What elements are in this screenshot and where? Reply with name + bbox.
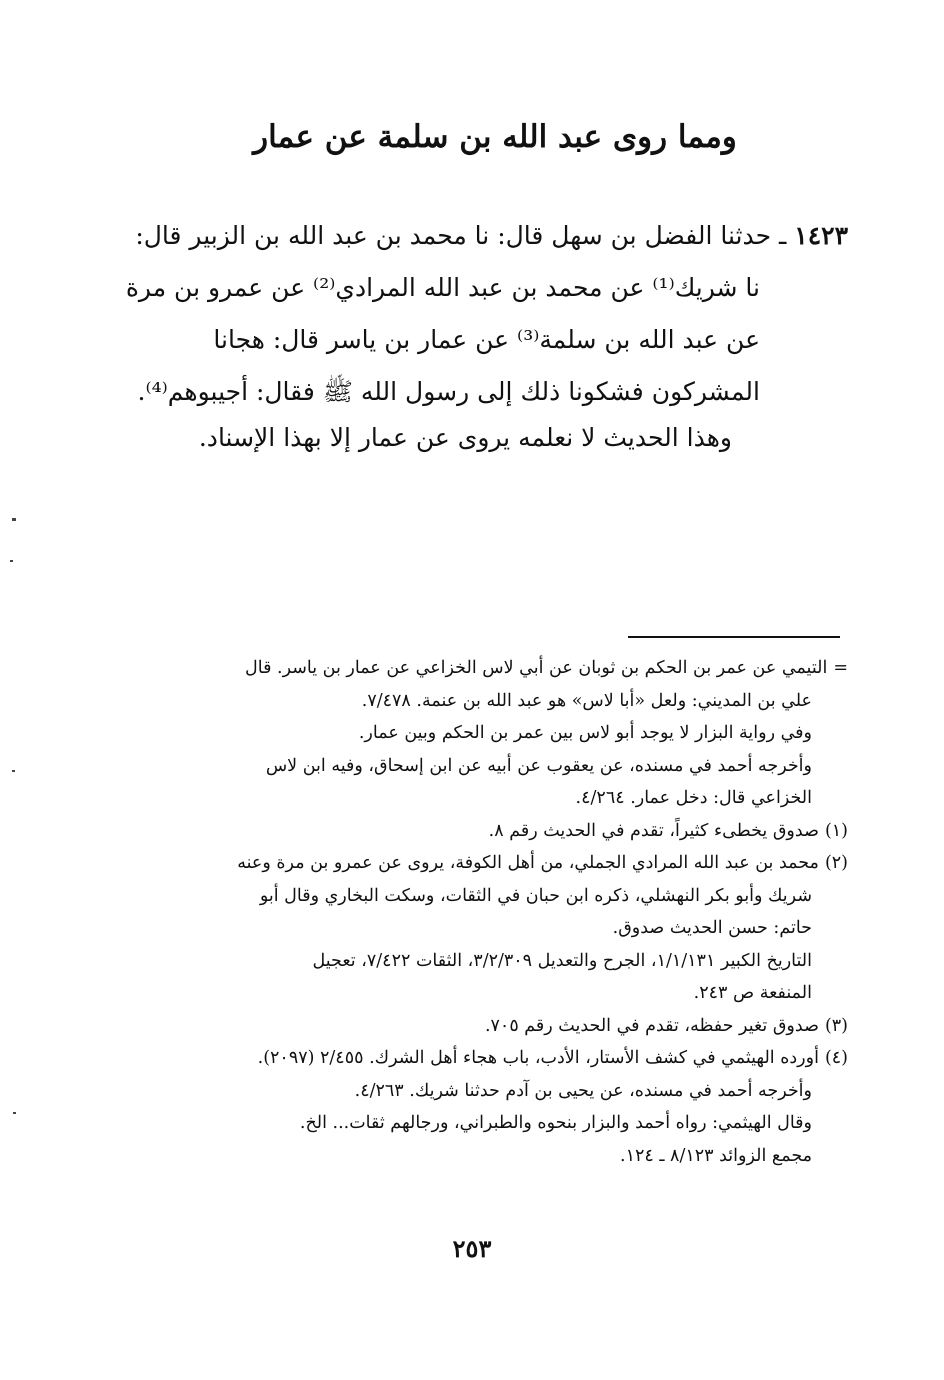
footnote-line: شريك وأبو بكر النهشلي، ذكره ابن حبان في الثقات، وسكت البخاري وقال أبو (259, 885, 812, 906)
page-number: ٢٥٣ (452, 1234, 492, 1263)
footnote-line: وأخرجه أحمد في مسنده، عن يعقوب عن أبيه عن ابن إسحاق، وفيه ابن لاس (265, 755, 812, 776)
footnotes (140, 652, 848, 1172)
footnote-line (140, 652, 848, 685)
footnote-line (140, 815, 848, 848)
footnote-line: مجمع الزوائد ٨/١٢٣ ـ ١٢٤. (620, 1145, 812, 1166)
footnote-text: التيمي عن عمر بن الحكم بن ثوبان عن أبي لاس الخزاعي عن عمار بن ياسر. قال (245, 658, 828, 678)
hadith-line-1-text: ـ حدثنا الفضل بن سهل قال: نا محمد بن عبد الله بن الزبير قال: (135, 221, 787, 250)
footnote-marker: (٣) (824, 1015, 848, 1036)
footnote-line: وفي رواية البزار لا يوجد أبو لاس بين عمر بن الحكم وبين عمار. (358, 723, 812, 743)
hadith-text (125, 210, 848, 418)
footnote-marker: (٢) (824, 853, 848, 873)
footnote-text: أورده الهيثمي في كشف الأستار، الأدب، باب هجاء أهل الشرك. ٢/٤٥٥ (٢٠٩٧). (257, 1048, 819, 1068)
chapter-heading: ومما روى عبد الله بن سلمة عن عمار (253, 119, 737, 155)
footnote-separator (628, 636, 840, 638)
footnote-line: التاريخ الكبير ١/١/١٣١، الجرح والتعديل ٣/٢/٣٠٩، الثقات ٧/٤٢٢، تعجيل (312, 950, 812, 971)
footnote-marker: (١) (824, 820, 848, 841)
hadith-line-3: عن عبد الله بن سلمة⁽³⁾ عن عمار بن ياسر قال: هجانا (213, 325, 760, 354)
hadith-line-2: نا شريك⁽¹⁾ عن محمد بن عبد الله المرادي⁽²⁾ عن عمرو بن مرة (125, 273, 760, 302)
footnote-text: صدوق يخطىء كثيراً، تقدم في الحديث رقم ٨. (488, 820, 819, 841)
scan-speck (12, 770, 15, 772)
footnote-4 (140, 1042, 848, 1172)
footnote-line (140, 1010, 848, 1043)
footnote-1 (140, 815, 848, 848)
hadith-number: ١٤٢٣ (794, 221, 848, 250)
scan-speck (10, 560, 13, 562)
footnote-text: محمد بن عبد الله المرادي الجملي، من أهل الكوفة، يروى عن عمرو بن مرة وعنه (237, 853, 819, 873)
footnote-3 (140, 1010, 848, 1043)
footnote-line (140, 1042, 848, 1075)
footnote-line: الخزاعي قال: دخل عمار. ٤/٢٦٤. (575, 788, 812, 808)
footnote-text: صدوق تغير حفظه، تقدم في الحديث رقم ٧٠٥. (484, 1015, 819, 1036)
footnote-line: المنفعة ص ٢٤٣. (693, 983, 812, 1003)
footnote-2 (140, 847, 848, 1010)
hadith-line-4: المشركون فشكونا ذلك إلى رسول الله ﷺ فقال: أجيبوهم⁽⁴⁾. (137, 377, 760, 406)
footnote-line: علي بن المديني: ولعل «أبا لاس» هو عبد الله بن عنمة. ٧/٤٧٨. (361, 690, 812, 711)
continuation-marker: = (833, 658, 848, 678)
footnote-line: حاتم: حسن الحديث صدوق. (612, 918, 812, 938)
footnote-line: وقال الهيثمي: رواه أحمد والبزار بنحوه والطبراني، ورجالهم ثقات... الخ. (299, 1113, 812, 1133)
scan-speck (12, 518, 16, 521)
footnote-marker: (٤) (824, 1048, 848, 1068)
footnote-continuation (140, 652, 848, 815)
hadith-line-1 (135, 210, 848, 262)
footnote-line (140, 847, 848, 880)
scan-speck (13, 1112, 16, 1114)
footnote-line: وأخرجه أحمد في مسنده، عن يحيى بن آدم حدثنا شريك. ٤/٢٦٣. (354, 1080, 812, 1101)
hadith-comment: وهذا الحديث لا نعلمه يروى عن عمار إلا بهذا الإسناد. (198, 423, 732, 452)
